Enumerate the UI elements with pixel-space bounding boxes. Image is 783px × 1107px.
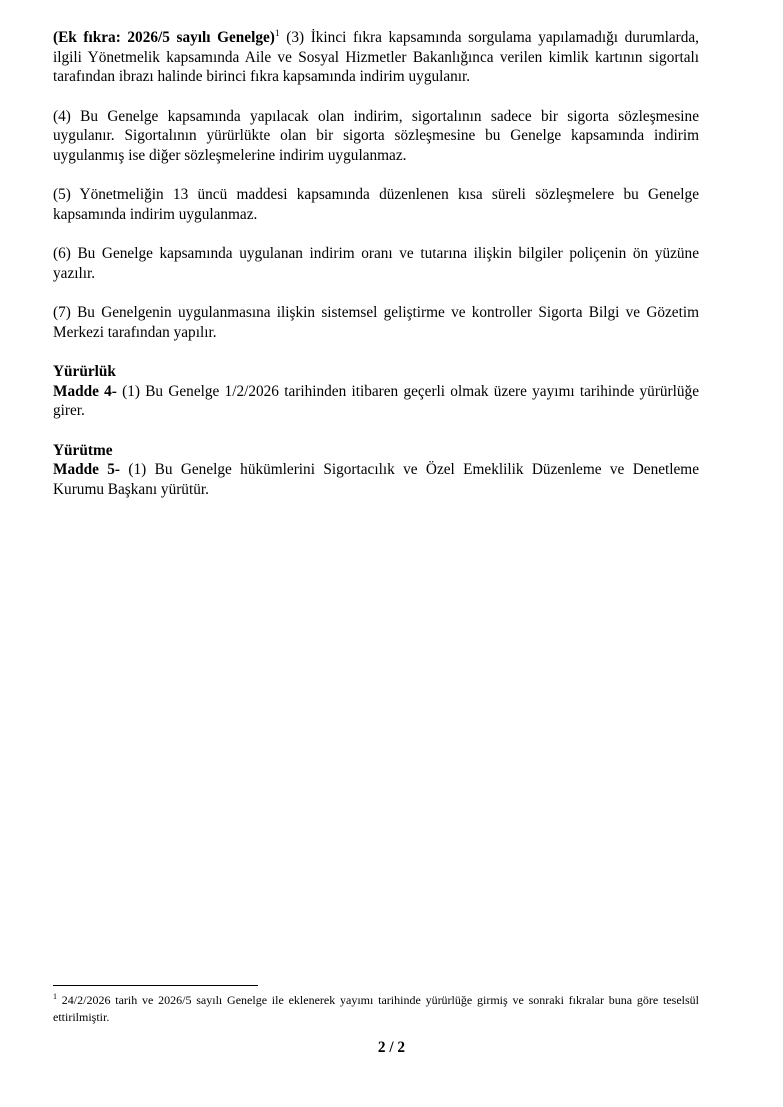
- article-5-heading: Yürütme: [53, 441, 113, 459]
- paragraph-7: (7) Bu Genelgenin uygulanmasına ilişkin sistemsel geliştirme ve kontroller Sigorta Bilgi ve Gözetim Merkezi tarafından yapılır.: [53, 304, 699, 341]
- article-5-body: [53, 460, 699, 499]
- article-5-label: Madde 5-: [53, 461, 121, 479]
- footnote-text: 24/2/2026 tarih ve 2026/5 sayılı Genelge ile eklenerek yayımı tarihinde yürürlüğe girmiş ve sonraki fıkralar buna göre teselsül ettirilmiştir.: [53, 993, 699, 1024]
- article-5-text: (1) Bu Genelge hükümlerini Sigortacılık ve Özel Emeklilik Düzenleme ve Denetleme Kurumu Başkanı yürütür.: [53, 461, 699, 498]
- article-4-heading: Yürürlük: [53, 362, 116, 380]
- document-body: [53, 28, 699, 519]
- paragraph-3-text: (3) İkinci fıkra kapsamında sorgulama yapılamadığı durumlarda, ilgili Yönetmelik kapsamında Aile ve Sosyal Hizmetler Bakanlığınca verilen kimlik kartının sigortalı tarafından ibrazı halinde birinci fıkra kapsamında indirim uygulanır.: [53, 29, 699, 86]
- page-number: 2 / 2: [377, 1039, 406, 1056]
- paragraph-6: (6) Bu Genelge kapsamında uygulanan indirim oranı ve tutarına ilişkin bilgiler poliçenin ön yüzüne yazılır.: [53, 245, 699, 282]
- paragraph-4: (4) Bu Genelge kapsamında yapılacak olan indirim, sigortalının sadece bir sigorta sözleşmesine uygulanır. Sigortalının yürürlükte olan bir sigorta sözleşmesine bu Genelge kapsamında indirim uygulanmış ise diğer sözleşmelerine indirim uygulanmaz.: [53, 107, 699, 165]
- footnote-number: 1: [53, 992, 57, 1001]
- footnote-reference[interactable]: 1: [274, 28, 280, 39]
- article-4-label: Madde 4-: [53, 382, 117, 400]
- footnote: [53, 992, 699, 1026]
- article-4: [53, 362, 699, 421]
- footnote-divider: [53, 985, 258, 986]
- paragraph-3: [53, 28, 699, 87]
- article-4-text: (1) Bu Genelge 1/2/2026 tarihinden itibaren geçerli olmak üzere yayımı tarihinde yürürlüğe girer.: [53, 382, 699, 420]
- paragraph-5: (5) Yönetmeliğin 13 üncü maddesi kapsamında düzenlenen kısa süreli sözleşmelere bu Genelge kapsamında indirim uygulanmaz.: [53, 186, 699, 223]
- amendment-note: (Ek fıkra: 2026/5 sayılı Genelge): [53, 29, 275, 46]
- article-4-body: [53, 382, 699, 421]
- article-5: [53, 441, 699, 500]
